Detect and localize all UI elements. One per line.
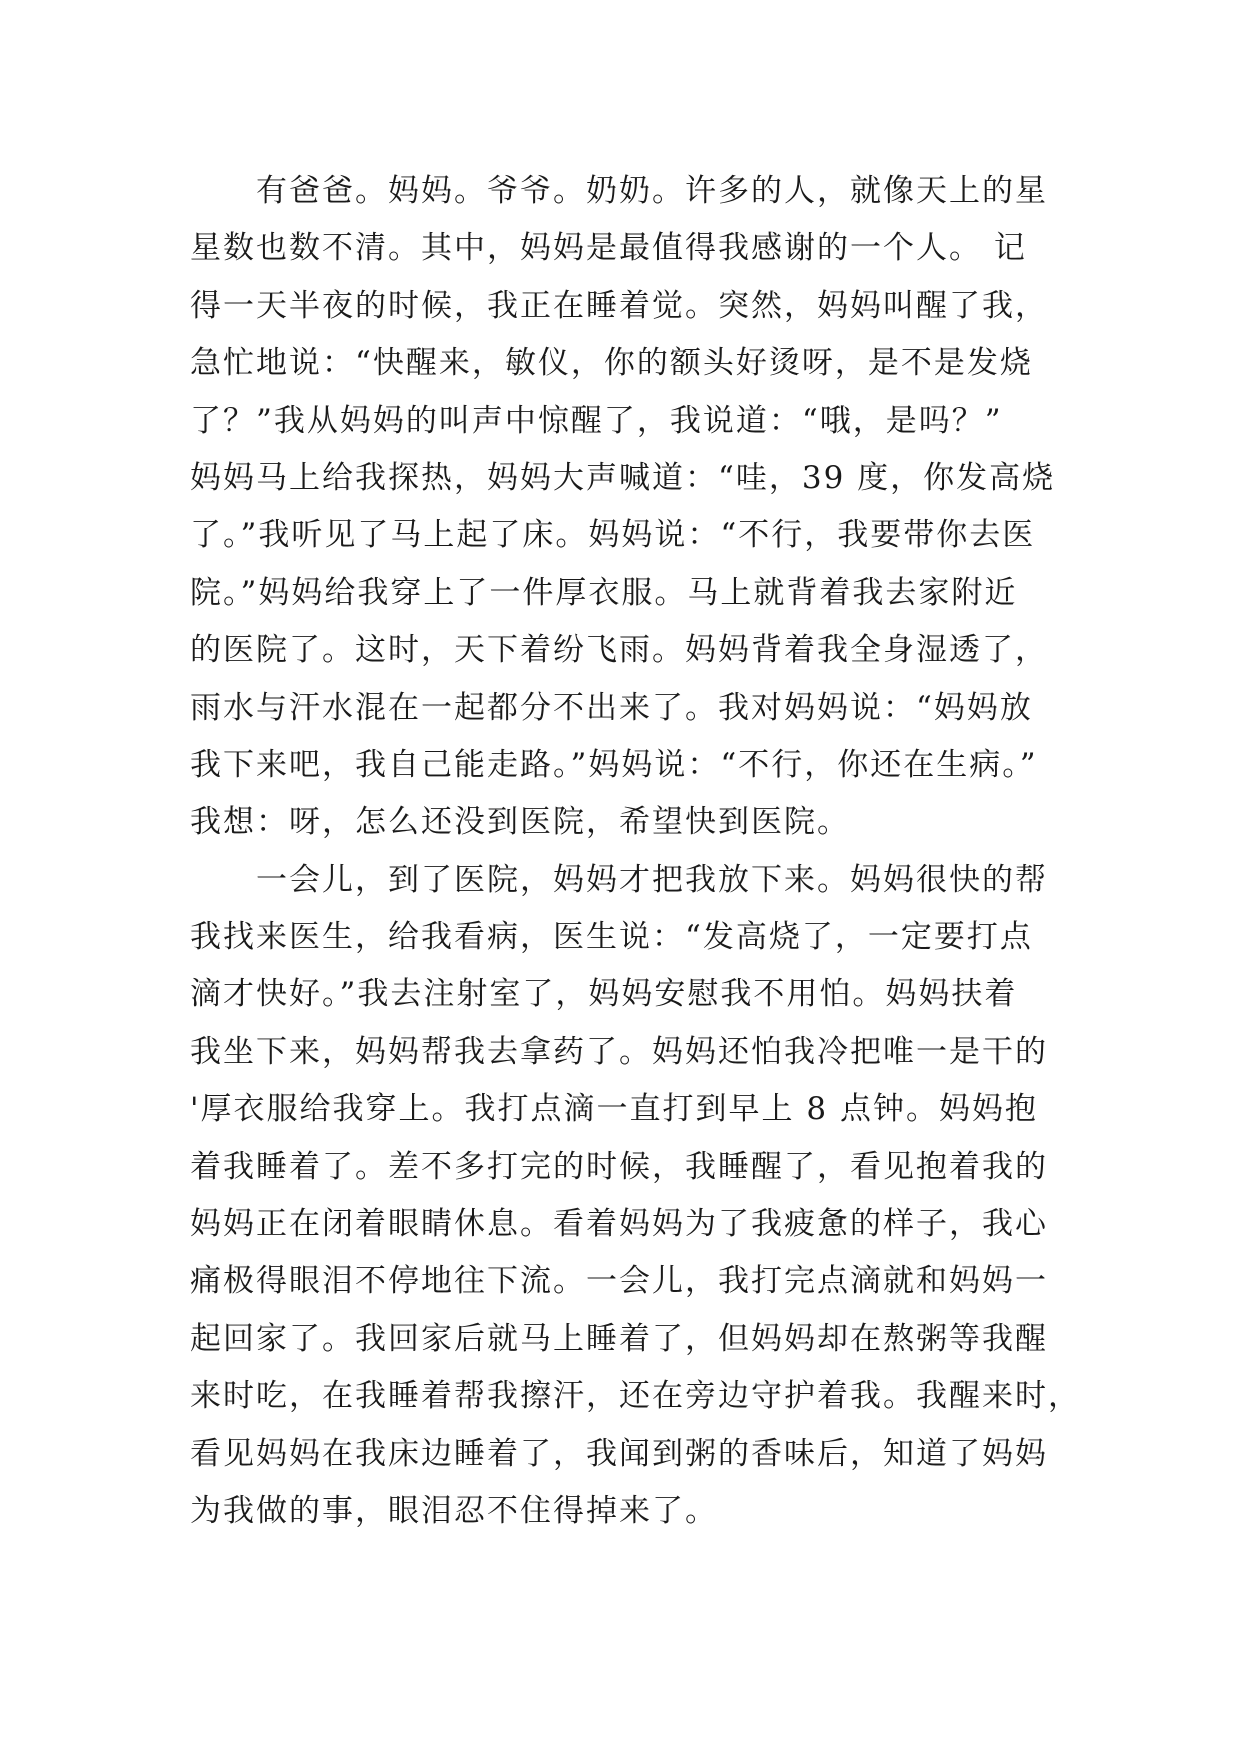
text-line: 了？”我从妈妈的叫声中惊醒了，我说道：“哦，是吗？” [190, 402, 1003, 439]
text-line: 看见妈妈在我床边睡着了，我闻到粥的香味后，知道了妈妈 [190, 1435, 1048, 1472]
text-line: 我想：呀，怎么还没到医院，希望快到医院。 [190, 804, 850, 841]
text-line: 起回家了。我回家后就马上睡着了，但妈妈却在熬粥等我醒 [190, 1320, 1048, 1357]
text-line: 我坐下来，妈妈帮我去拿药了。妈妈还怕我冷把唯一是干的 [190, 1033, 1048, 1070]
paragraph-1 [190, 163, 1070, 852]
text-line: 得一天半夜的时候，我正在睡着觉。突然，妈妈叫醒了我， [190, 287, 1048, 324]
text-line: 妈妈马上给我探热，妈妈大声喊道：“哇，39 度，你发高烧 [190, 459, 1056, 496]
text-line: '厚衣服给我穿上。我打点滴一直打到早上 8 点钟。妈妈抱 [190, 1091, 1038, 1128]
text-line: 雨水与汗水混在一起都分不出来了。我对妈妈说：“妈妈放 [190, 689, 1033, 726]
paragraph-2 [190, 852, 1081, 1541]
text-line: 一会儿，到了医院，妈妈才把我放下来。妈妈很快的帮 [256, 861, 1048, 898]
text-line: 院。”妈妈给我穿上了一件厚衣服。马上就背着我去家附近 [190, 574, 1018, 611]
text-line: 来时吃，在我睡着帮我擦汗，还在旁边守护着我。我醒来时， [190, 1378, 1081, 1415]
text-line: 急忙地说：“快醒来，敏仪，你的额头好烫呀，是不是发烧 [190, 345, 1033, 382]
text-line: 妈妈正在闭着眼睛休息。看着妈妈为了我疲惫的样子，我心 [190, 1206, 1048, 1243]
text-line: 痛极得眼泪不停地往下流。一会儿，我打完点滴就和妈妈一 [190, 1263, 1048, 1300]
text-line: 为我做的事，眼泪忍不住得掉来了。 [190, 1492, 718, 1529]
text-line: 着我睡着了。差不多打完的时候，我睡醒了，看见抱着我的 [190, 1148, 1048, 1185]
text-line: 星数也数不清。其中，妈妈是最值得我感谢的一个人。 记 [190, 230, 1027, 267]
text-line: 的医院了。这时，天下着纷飞雨。妈妈背着我全身湿透了， [190, 632, 1048, 669]
text-line: 我下来吧，我自己能走路。”妈妈说：“不行，你还在生病。” [190, 746, 1038, 783]
text-line: 我找来医生，给我看病，医生说：“发高烧了，一定要打点 [190, 919, 1033, 956]
text-line: 了。”我听见了马上起了床。妈妈说：“不行，我要带你去医 [190, 517, 1036, 554]
document-body [190, 163, 1081, 1540]
text-line: 滴才快好。”我去注射室了，妈妈安慰我不用怕。妈妈扶着 [190, 976, 1018, 1013]
text-line: 有爸爸。妈妈。爷爷。奶奶。许多的人，就像天上的星 [256, 173, 1048, 209]
